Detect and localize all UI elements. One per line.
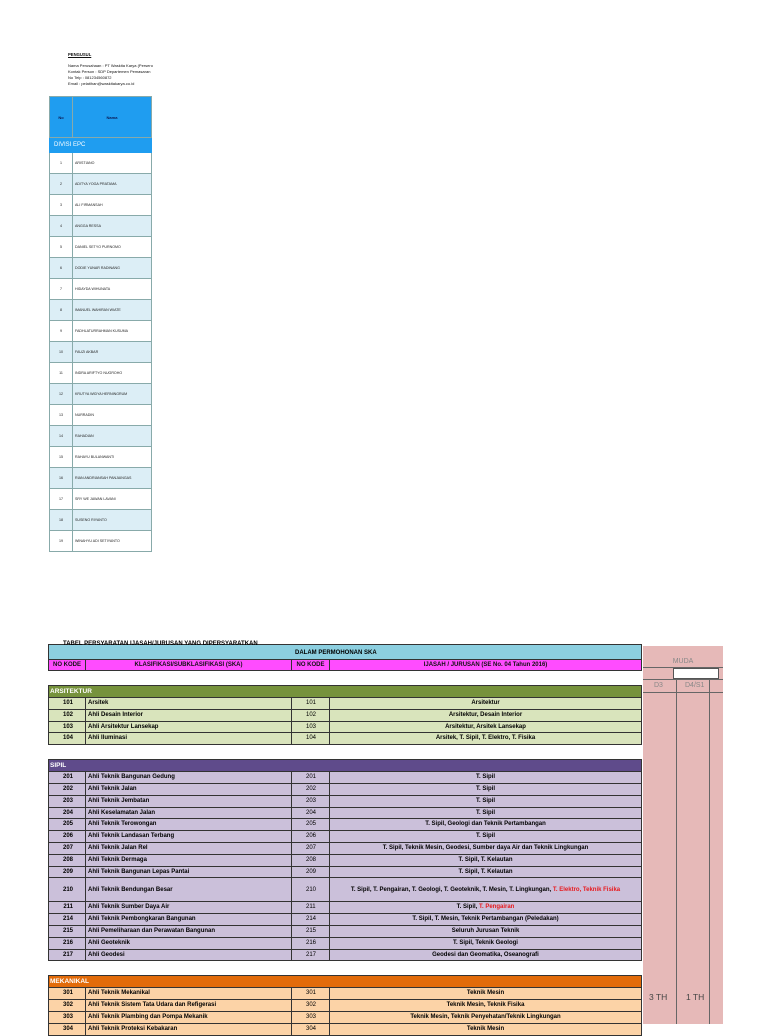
klasifikasi-cell: Ahli Teknik Plambing dan Pompa Mekanik bbox=[86, 1012, 292, 1024]
staff-no: 12 bbox=[50, 384, 73, 405]
kode-cell: 209 bbox=[48, 867, 86, 879]
ska-row bbox=[48, 1000, 642, 1012]
ijasah-text bbox=[476, 798, 495, 804]
ijasah-text bbox=[351, 886, 620, 894]
ska-row bbox=[48, 878, 642, 902]
ijasah-cell bbox=[330, 733, 642, 745]
ska-row bbox=[48, 710, 642, 722]
kode2-cell: 302 bbox=[292, 1000, 330, 1012]
staff-name: RAHAYU BULANWANTI bbox=[73, 447, 152, 468]
level-label: MUDA bbox=[672, 658, 694, 665]
kode-cell: 206 bbox=[48, 831, 86, 843]
ijasah-text bbox=[476, 774, 495, 780]
kode-cell: 202 bbox=[48, 784, 86, 796]
ijasah-cell bbox=[330, 1024, 642, 1036]
ijasah-highlight: T. Pengairan bbox=[479, 904, 515, 911]
staff-no: 9 bbox=[50, 321, 73, 342]
staff-no: 18 bbox=[50, 510, 73, 531]
staff-row bbox=[50, 510, 152, 531]
ska-header-row bbox=[48, 660, 642, 671]
ijasah-highlight: T. Elektro, Teknik Fisika bbox=[552, 886, 621, 893]
staff-no: 6 bbox=[50, 258, 73, 279]
ijasah-text bbox=[410, 1014, 560, 1020]
section-header: ARSITEKTUR bbox=[48, 685, 642, 698]
staff-no: 14 bbox=[50, 426, 73, 447]
staff-name: SUSENO RIYANTO bbox=[73, 510, 152, 531]
divider bbox=[643, 667, 723, 668]
header-name: Nama bbox=[73, 97, 152, 138]
kode2-cell: 104 bbox=[292, 733, 330, 745]
ijasah-text bbox=[458, 869, 512, 875]
kode-cell: 303 bbox=[48, 1012, 86, 1024]
kode2-cell: 103 bbox=[292, 722, 330, 734]
staff-no: 11 bbox=[50, 363, 73, 384]
pengusul-line: Kontak Person : SDP Departemen Pemasaran bbox=[68, 69, 151, 74]
ska-row bbox=[48, 819, 642, 831]
staff-no: 7 bbox=[50, 279, 73, 300]
ijasah-main: T. Sipil bbox=[475, 774, 495, 781]
staff-row bbox=[50, 237, 152, 258]
ijasah-text bbox=[445, 724, 526, 730]
ijasah-cell bbox=[330, 1012, 642, 1024]
staff-no: 1 bbox=[50, 153, 73, 174]
klasifikasi-cell: Ahli Keselamatan Jalan bbox=[86, 808, 292, 820]
kode-cell: 103 bbox=[48, 722, 86, 734]
kode2-cell: 205 bbox=[292, 819, 330, 831]
staff-name: FADHLATURRAHMAN KUSUMA bbox=[73, 321, 152, 342]
kode-cell: 203 bbox=[48, 796, 86, 808]
ijasah-main: Teknik Mesin, Teknik Fisika bbox=[446, 1002, 525, 1009]
klasifikasi-cell: Ahli Geodesi bbox=[86, 950, 292, 962]
ijasah-text bbox=[467, 1026, 504, 1032]
staff-name: ALI FIRMANSAH bbox=[73, 195, 152, 216]
staff-no: 8 bbox=[50, 300, 73, 321]
ijasah-cell bbox=[330, 938, 642, 950]
kode2-cell: 203 bbox=[292, 796, 330, 808]
ijasah-cell bbox=[330, 988, 642, 1000]
kode-cell: 217 bbox=[48, 950, 86, 962]
ijasah-text bbox=[383, 845, 589, 851]
staff-row bbox=[50, 447, 152, 468]
klasifikasi-cell: Ahli Arsitektur Lansekap bbox=[86, 722, 292, 734]
staff-row bbox=[50, 405, 152, 426]
col-d3-label: D3 bbox=[654, 682, 663, 689]
staff-row bbox=[50, 531, 152, 552]
divider bbox=[643, 679, 723, 680]
kode-cell: 207 bbox=[48, 843, 86, 855]
klasifikasi-cell: Ahli Teknik Jalan bbox=[86, 784, 292, 796]
ska-row bbox=[48, 698, 642, 710]
staff-name: RAHADIAN bbox=[73, 426, 152, 447]
ska-row bbox=[48, 722, 642, 734]
kode2-cell: 303 bbox=[292, 1012, 330, 1024]
ijasah-cell bbox=[330, 698, 642, 710]
kode2-cell: 206 bbox=[292, 831, 330, 843]
ijasah-cell bbox=[330, 710, 642, 722]
ska-row bbox=[48, 772, 642, 784]
kode-cell: 201 bbox=[48, 772, 86, 784]
ska-row bbox=[48, 988, 642, 1000]
staff-no: 15 bbox=[50, 447, 73, 468]
ska-row bbox=[48, 784, 642, 796]
section-header: SIPIL bbox=[48, 759, 642, 772]
kode2-cell: 209 bbox=[292, 867, 330, 879]
ijasah-text bbox=[432, 952, 539, 958]
ska-table bbox=[48, 641, 642, 1036]
ska-row bbox=[48, 950, 642, 962]
ijasah-main: Teknik Mesin, Teknik Penyehatan/Teknik Lingkungan bbox=[410, 1013, 561, 1020]
kode-cell: 211 bbox=[48, 902, 86, 914]
ijasah-cell bbox=[330, 819, 642, 831]
klasifikasi-cell: Ahli Iluminasi bbox=[86, 733, 292, 745]
ijasah-text bbox=[457, 904, 515, 910]
ijasah-cell bbox=[330, 808, 642, 820]
kode-cell: 214 bbox=[48, 914, 86, 926]
ijasah-text bbox=[476, 810, 495, 816]
header-klasifikasi: KLASIFIKASI/SUBKLASIFIKASI (SKA) bbox=[86, 660, 292, 671]
klasifikasi-cell: Ahli Teknik Bangunan Gedung bbox=[86, 772, 292, 784]
kode2-cell: 301 bbox=[292, 988, 330, 1000]
staff-name: NURRADIN bbox=[73, 405, 152, 426]
ijasah-cell bbox=[330, 796, 642, 808]
ijasah-main: Teknik Mesin bbox=[466, 990, 505, 997]
ijasah-text bbox=[471, 700, 499, 706]
ijasah-text bbox=[452, 928, 520, 934]
klasifikasi-cell: Ahli Teknik Mekanikal bbox=[86, 988, 292, 1000]
ska-title-line1: TABEL PERSYARATAN IJASAH/JURUSAN YANG DIPERSYARATKAN bbox=[63, 641, 258, 647]
ijasah-main: T. Sipil, bbox=[456, 904, 478, 911]
spacer bbox=[48, 961, 642, 975]
staff-row bbox=[50, 279, 152, 300]
kode-cell: 304 bbox=[48, 1024, 86, 1036]
kode-cell: 204 bbox=[48, 808, 86, 820]
ijasah-cell bbox=[330, 722, 642, 734]
ijasah-main: T. Sipil, Teknik Mesin, Geodesi, Sumber daya Air dan Teknik Lingkungan bbox=[382, 844, 589, 851]
ijasah-text bbox=[412, 916, 558, 922]
ijasah-main: T. Sipil bbox=[475, 797, 495, 804]
ijasah-cell bbox=[330, 950, 642, 962]
kode2-cell: 204 bbox=[292, 808, 330, 820]
kode-cell: 208 bbox=[48, 855, 86, 867]
requirement-panel bbox=[643, 646, 723, 1024]
staff-row bbox=[50, 153, 152, 174]
klasifikasi-cell: Ahli Teknik Sistem Tata Udara dan Refigerasi bbox=[86, 1000, 292, 1012]
staff-row bbox=[50, 258, 152, 279]
pengusul-title: PENGUSUL bbox=[68, 52, 92, 57]
ijasah-cell bbox=[330, 902, 642, 914]
header-no: No bbox=[50, 97, 73, 138]
staff-row bbox=[50, 300, 152, 321]
kode2-cell: 216 bbox=[292, 938, 330, 950]
pengusul-block bbox=[68, 52, 178, 87]
ska-row bbox=[48, 926, 642, 938]
staff-row bbox=[50, 489, 152, 510]
ijasah-text bbox=[458, 857, 512, 863]
ska-row bbox=[48, 1024, 642, 1036]
ijasah-text bbox=[453, 940, 518, 946]
ska-row bbox=[48, 1012, 642, 1024]
ska-row bbox=[48, 855, 642, 867]
ska-title-line2: DALAM PERMOHONAN SKA bbox=[295, 650, 377, 656]
kode2-cell: 214 bbox=[292, 914, 330, 926]
staff-row bbox=[50, 384, 152, 405]
divider bbox=[676, 679, 677, 1024]
ijasah-main: T. Sipil, Geologi dan Teknik Pertambangan bbox=[425, 821, 546, 828]
division-label: DIVISI EPC bbox=[50, 138, 152, 153]
ijasah-cell bbox=[330, 843, 642, 855]
klasifikasi-cell: Arsitek bbox=[86, 698, 292, 710]
staff-row bbox=[50, 468, 152, 489]
kode-cell: 104 bbox=[48, 733, 86, 745]
ijasah-text bbox=[476, 786, 495, 792]
staff-name: DANIEL SETYO PURNOMO bbox=[73, 237, 152, 258]
header-kode2: NO KODE bbox=[292, 660, 330, 671]
ska-row bbox=[48, 843, 642, 855]
ijasah-cell bbox=[330, 926, 642, 938]
ska-row bbox=[48, 902, 642, 914]
staff-name: FAUZI AKBAR bbox=[73, 342, 152, 363]
staff-row bbox=[50, 363, 152, 384]
spacer bbox=[48, 745, 642, 759]
kode-cell: 302 bbox=[48, 1000, 86, 1012]
d3-years: 3 TH bbox=[649, 992, 668, 1002]
ijasah-main: T. Sipil bbox=[475, 833, 495, 840]
klasifikasi-cell: Ahli Teknik Jalan Rel bbox=[86, 843, 292, 855]
kode2-cell: 304 bbox=[292, 1024, 330, 1036]
staff-row bbox=[50, 342, 152, 363]
staff-header-row bbox=[50, 97, 152, 138]
kode-cell: 102 bbox=[48, 710, 86, 722]
ijasah-text bbox=[467, 990, 504, 996]
ijasah-main: Arsitektur bbox=[471, 700, 500, 706]
ijasah-text bbox=[449, 712, 522, 718]
kode-cell: 101 bbox=[48, 698, 86, 710]
kode2-cell: 217 bbox=[292, 950, 330, 962]
staff-name: ARISTIANO bbox=[73, 153, 152, 174]
staff-no: 5 bbox=[50, 237, 73, 258]
staff-name: IMANUEL WAHIRAN WIATE bbox=[73, 300, 152, 321]
section-header: MEKANIKAL bbox=[48, 975, 642, 988]
pengusul-line: Email : pelatihan@waskitakarya.co.id bbox=[68, 81, 135, 86]
klasifikasi-cell: Ahli Desain Interior bbox=[86, 710, 292, 722]
staff-table bbox=[49, 96, 152, 552]
staff-name: INDRA ARIFTYO NUGROHO bbox=[73, 363, 152, 384]
kode-cell: 301 bbox=[48, 988, 86, 1000]
klasifikasi-cell: Ahli Teknik Jembatan bbox=[86, 796, 292, 808]
klasifikasi-cell: Ahli Teknik Dermaga bbox=[86, 855, 292, 867]
ska-row bbox=[48, 914, 642, 926]
ska-row bbox=[48, 831, 642, 843]
d4s1-years: 1 TH bbox=[686, 992, 705, 1002]
ijasah-text bbox=[476, 833, 495, 839]
klasifikasi-cell: Ahli Teknik Terowongan bbox=[86, 819, 292, 831]
staff-no: 13 bbox=[50, 405, 73, 426]
divider bbox=[643, 692, 723, 693]
ijasah-main: Seluruh Jurusan Teknik bbox=[451, 927, 520, 934]
staff-no: 4 bbox=[50, 216, 73, 237]
ska-row bbox=[48, 733, 642, 745]
staff-name: ANGGA RESSA bbox=[73, 216, 152, 237]
staff-name: KRUTYA WIDYA HERNINGRUM bbox=[73, 384, 152, 405]
ijasah-cell bbox=[330, 878, 642, 902]
klasifikasi-cell: Ahli Teknik Pembongkaran Bangunan bbox=[86, 914, 292, 926]
staff-name: HIDAYDA WIHUNATA bbox=[73, 279, 152, 300]
klasifikasi-cell: Ahli Teknik Sumber Daya Air bbox=[86, 902, 292, 914]
ska-row bbox=[48, 867, 642, 879]
kode2-cell: 202 bbox=[292, 784, 330, 796]
kode2-cell: 215 bbox=[292, 926, 330, 938]
pengusul-line: Nama Perusahaan : PT Waskita Karya (Persero bbox=[68, 63, 153, 68]
kode2-cell: 201 bbox=[292, 772, 330, 784]
ska-row bbox=[48, 938, 642, 950]
kode-cell: 215 bbox=[48, 926, 86, 938]
klasifikasi-cell: Ahli Pemeliharaan dan Perawatan Bangunan bbox=[86, 926, 292, 938]
staff-no: 17 bbox=[50, 489, 73, 510]
ijasah-main: T. Sipil, T. Pengairan, T. Geologi, T. Geoteknik, T. Mesin, T. Lingkungan, bbox=[350, 886, 552, 893]
col-d4s1-label: D4/S1 bbox=[685, 682, 705, 689]
staff-name: WINAHYU ADI SETIYANTO bbox=[73, 531, 152, 552]
ijasah-main: Geodesi dan Geomatika, Oseanografi bbox=[432, 951, 539, 958]
ijasah-cell bbox=[330, 831, 642, 843]
staff-name: DODIE YUNAR RADINANG bbox=[73, 258, 152, 279]
ijasah-cell bbox=[330, 784, 642, 796]
kode2-cell: 207 bbox=[292, 843, 330, 855]
staff-row bbox=[50, 321, 152, 342]
kode2-cell: 208 bbox=[292, 855, 330, 867]
ijasah-text bbox=[425, 821, 546, 827]
staff-no: 19 bbox=[50, 531, 73, 552]
kode2-cell: 102 bbox=[292, 710, 330, 722]
kode2-cell: 101 bbox=[292, 698, 330, 710]
pengusul-line: No Telp : 081234560872 bbox=[68, 75, 112, 80]
staff-no: 3 bbox=[50, 195, 73, 216]
ijasah-text bbox=[436, 735, 535, 741]
klasifikasi-cell: Ahli Teknik Landasan Terbang bbox=[86, 831, 292, 843]
staff-no: 2 bbox=[50, 174, 73, 195]
ijasah-main: T. Sipil bbox=[475, 785, 495, 792]
staff-no: 16 bbox=[50, 468, 73, 489]
ijasah-text bbox=[447, 1002, 525, 1008]
ijasah-cell bbox=[330, 867, 642, 879]
ijasah-cell bbox=[330, 855, 642, 867]
staff-row bbox=[50, 426, 152, 447]
ijasah-cell bbox=[330, 772, 642, 784]
klasifikasi-cell: Ahli Geoteknik bbox=[86, 938, 292, 950]
staff-name: SRY WE JAWAN LAVANI bbox=[73, 489, 152, 510]
spacer bbox=[48, 671, 642, 685]
ijasah-main: Arsitektur, Arsitek Lansekap bbox=[445, 723, 526, 730]
ijasah-main: Arsitek, T. Sipil, T. Elektro, T. Fisika bbox=[435, 735, 536, 742]
ska-title bbox=[48, 641, 642, 660]
ijasah-main: T. Sipil, T. Kelautan bbox=[458, 856, 513, 863]
klasifikasi-cell: Ahli Teknik Bendungan Besar bbox=[86, 878, 292, 902]
ijasah-cell bbox=[330, 1000, 642, 1012]
kode2-cell: 211 bbox=[292, 902, 330, 914]
ska-row bbox=[48, 796, 642, 808]
klasifikasi-cell: Ahli Teknik Proteksi Kebakaran bbox=[86, 1024, 292, 1036]
kode-cell: 210 bbox=[48, 878, 86, 902]
divider bbox=[709, 679, 710, 1024]
staff-row bbox=[50, 216, 152, 237]
ska-row bbox=[48, 808, 642, 820]
division-row bbox=[50, 138, 152, 153]
ijasah-main: Arsitektur, Desain Interior bbox=[448, 711, 523, 718]
ijasah-main: T. Sipil, Teknik Geologi bbox=[453, 939, 518, 946]
kode-cell: 205 bbox=[48, 819, 86, 831]
kode-cell: 216 bbox=[48, 938, 86, 950]
ijasah-main: T. Sipil, T. Kelautan bbox=[458, 868, 513, 875]
staff-no: 10 bbox=[50, 342, 73, 363]
kode2-cell: 210 bbox=[292, 878, 330, 902]
empty-cell bbox=[673, 668, 719, 679]
klasifikasi-cell: Ahli Teknik Bangunan Lepas Pantai bbox=[86, 867, 292, 879]
staff-name: ADITYA YOGA PRATAMA bbox=[73, 174, 152, 195]
ijasah-main: T. Sipil, T. Mesin, Teknik Pertambangan (Peledakan) bbox=[412, 916, 559, 923]
staff-name: RIAN ANDRIANSAH PANJAINGAS bbox=[73, 468, 152, 489]
staff-row bbox=[50, 195, 152, 216]
staff-row bbox=[50, 174, 152, 195]
ijasah-cell bbox=[330, 914, 642, 926]
ijasah-main: T. Sipil bbox=[475, 809, 495, 816]
header-ijasah: IJASAH / JURUSAN (SE No. 04 Tahun 2016) bbox=[330, 660, 642, 671]
ijasah-main: Teknik Mesin bbox=[466, 1025, 505, 1032]
header-kode: NO KODE bbox=[48, 660, 86, 671]
